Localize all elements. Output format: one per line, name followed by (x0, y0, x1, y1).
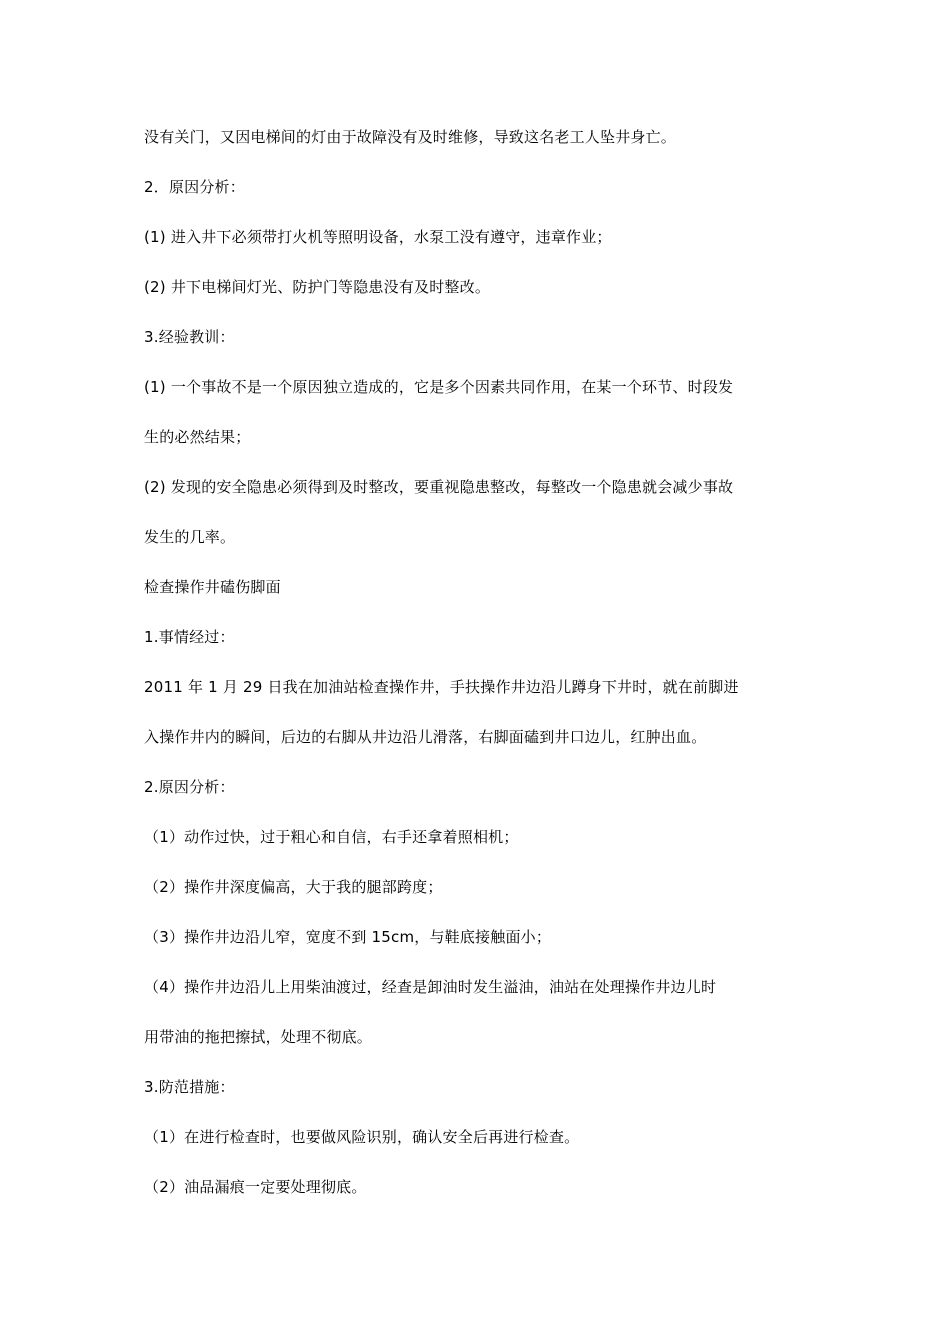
paragraph-line: （1）动作过快，过于粗心和自信，右手还拿着照相机； (144, 828, 519, 846)
paragraph-line: （4）操作井边沿儿上用柴油渡过，经查是卸油时发生溢油，油站在处理操作井边儿时 (144, 978, 717, 996)
paragraph-line: (2) 井下电梯间灯光、防护门等隐患没有及时整改。 (144, 278, 491, 296)
case-title: 检查操作井磕伤脚面 (144, 578, 281, 596)
paragraph-line: 2011 年 1 月 29 日我在加油站检查操作井，手扶操作井边沿儿蹲身下井时，就在前脚进 (144, 678, 739, 696)
paragraph-line: 用带油的拖把擦拭，处理不彻底。 (144, 1028, 373, 1046)
paragraph-line: （1）在进行检查时，也要做风险识别，确认安全后再进行检查。 (144, 1128, 580, 1146)
paragraph-line: （2）油品漏痕一定要处理彻底。 (144, 1178, 367, 1196)
section-heading: 3.防范措施： (144, 1078, 235, 1096)
paragraph-line: （2）操作井深度偏高，大于我的腿部跨度； (144, 878, 443, 896)
paragraph-line: (1) 一个事故不是一个原因独立造成的，它是多个因素共同作用，在某一个环节、时段发 (144, 378, 734, 396)
section-heading: 2．原因分析： (144, 178, 245, 196)
document-body (144, 122, 799, 1222)
paragraph-line: 发生的几率。 (144, 528, 236, 546)
paragraph-line: 生的必然结果； (144, 428, 251, 446)
paragraph-line: (2) 发现的安全隐患必须得到及时整改，要重视隐患整改，每整改一个隐患就会减少事故 (144, 478, 734, 496)
paragraph-line: (1) 进入井下必须带打火机等照明设备，水泵工没有遵守，违章作业； (144, 228, 612, 246)
paragraph-line: 入操作井内的瞬间，后边的右脚从井边沿儿滑落，右脚面磕到井口边儿，红肿出血。 (144, 728, 707, 746)
section-heading: 3.经验教训： (144, 328, 235, 346)
section-heading: 2.原因分析： (144, 778, 235, 796)
paragraph-line: （3）操作井边沿儿窄，宽度不到 15cm，与鞋底接触面小； (144, 928, 552, 946)
section-heading: 1.事情经过： (144, 628, 235, 646)
paragraph-line: 没有关门，又因电梯间的灯由于故障没有及时维修，导致这名老工人坠井身亡。 (144, 128, 677, 146)
